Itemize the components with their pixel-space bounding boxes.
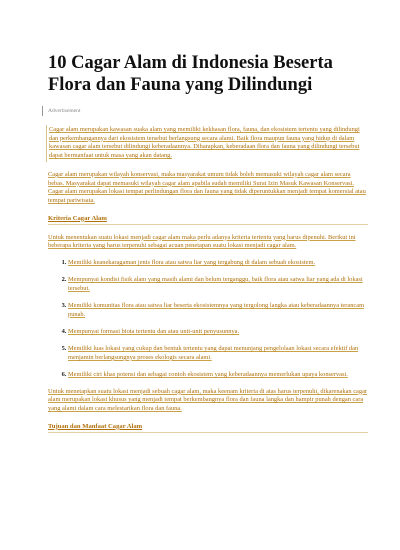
section-heading-kriteria[interactable]: Kriteria Cagar Alam	[48, 214, 107, 222]
list-item[interactable]: 6. Memiliki ciri khas potensi dan sebagai contoh ekosistem yang keberadaannya memerlukan upaya konservasi.	[68, 371, 368, 379]
list-item[interactable]: 3. Memiliki komunitas flora atau satwa liar beserta ekosistemnya yang tergolong langka atau keberadaannya terancam punah.	[68, 302, 368, 319]
list-item[interactable]: 5. Memiliki luas lokasi yang cukup dan bentuk tertentu yang dapat menunjang pengelolaan lokasi secara efektif dan menjamin berlangsungnya proses ekologis secara alami.	[68, 345, 368, 362]
ad-label: Advertisement	[48, 108, 81, 114]
intro-paragraph-2[interactable]: Cagar alam merupakan wilayah konservasi, maka masyarakat umum tidak boleh memasuki wilayah cagar alam secara bebas. Masyarakat dapat memasuki wilayah cagar alam apabila sudah memiliki Surat Izin Masuk Kawasan Konservasi. Cagar alam merupakan lokasi tempat perlindungan flora dan fauna yang tidak diperuntukkan menjadi tempat komersial atau tempat pariwisata.	[48, 170, 366, 204]
list-item[interactable]: 4. Mempunyai formasi biota tertentu dan atau unit-unit penyusunnya.	[68, 328, 368, 336]
list-item[interactable]: 2. Mempunyai kondisi fisik alam yang masih alami dan belum terganggu, baik flora atau satwa liar yang ada di lokasi tersebut.	[68, 276, 368, 293]
list-item[interactable]: 1. Memiliki keanekaragaman jenis flora atau satwa liar yang tergabung di dalam sebuah ekosistem.	[68, 259, 368, 267]
criteria-intro[interactable]: Untuk menentukan suatu lokasi menjadi cagar alam maka perlu adanya kriteria tertentu yang harus dipenuhi. Berikut ini beberapa kriteria yang harus terpenuhi sebagai acuan penetapan suatu lokasi menjadi cagar alam.	[48, 233, 356, 250]
intro-box	[46, 125, 370, 162]
section-divider	[48, 224, 368, 225]
intro-paragraph-1[interactable]: Cagar alam merupakan kawasan suaka alam yang memiliki kekhasan flora, fauna, dan ekosistem tertentu yang dilindungi dan perkembangannya dari ekosistem tersebut berlangsung secara alami. Baik flora maupun fauna yang hidup di dalam kawasan cagar alam tersebut dilindungi keberadaannya. Diharapkan, keberadaan flora dan fauna yang dilindungi tersebut dapat bermanfaat untuk masa yang akan datang.	[49, 126, 360, 160]
criteria-list	[48, 259, 368, 380]
page-title: 10 Cagar Alam di Indonesia Beserta Flora dan Fauna yang Dilindungi	[48, 53, 333, 95]
section-heading-tujuan[interactable]: Tujuan dan Manfaat Cagar Alam	[48, 422, 143, 430]
criteria-outro[interactable]: Untuk menetapkan suatu lokasi menjadi sebuah cagar alam, maka keenam kriteria di atas harus terpenuhi, dikarenakan cagar alam merupakan lokasi khusus yang menjadi tempat berkembangnya flora dan fauna langka dan hampir punah dengan cara yang alami dalam cara melestarikan flora dan fauna.	[48, 387, 368, 413]
advertisement	[48, 106, 370, 116]
section-divider	[48, 432, 368, 433]
ad-divider	[42, 106, 43, 116]
